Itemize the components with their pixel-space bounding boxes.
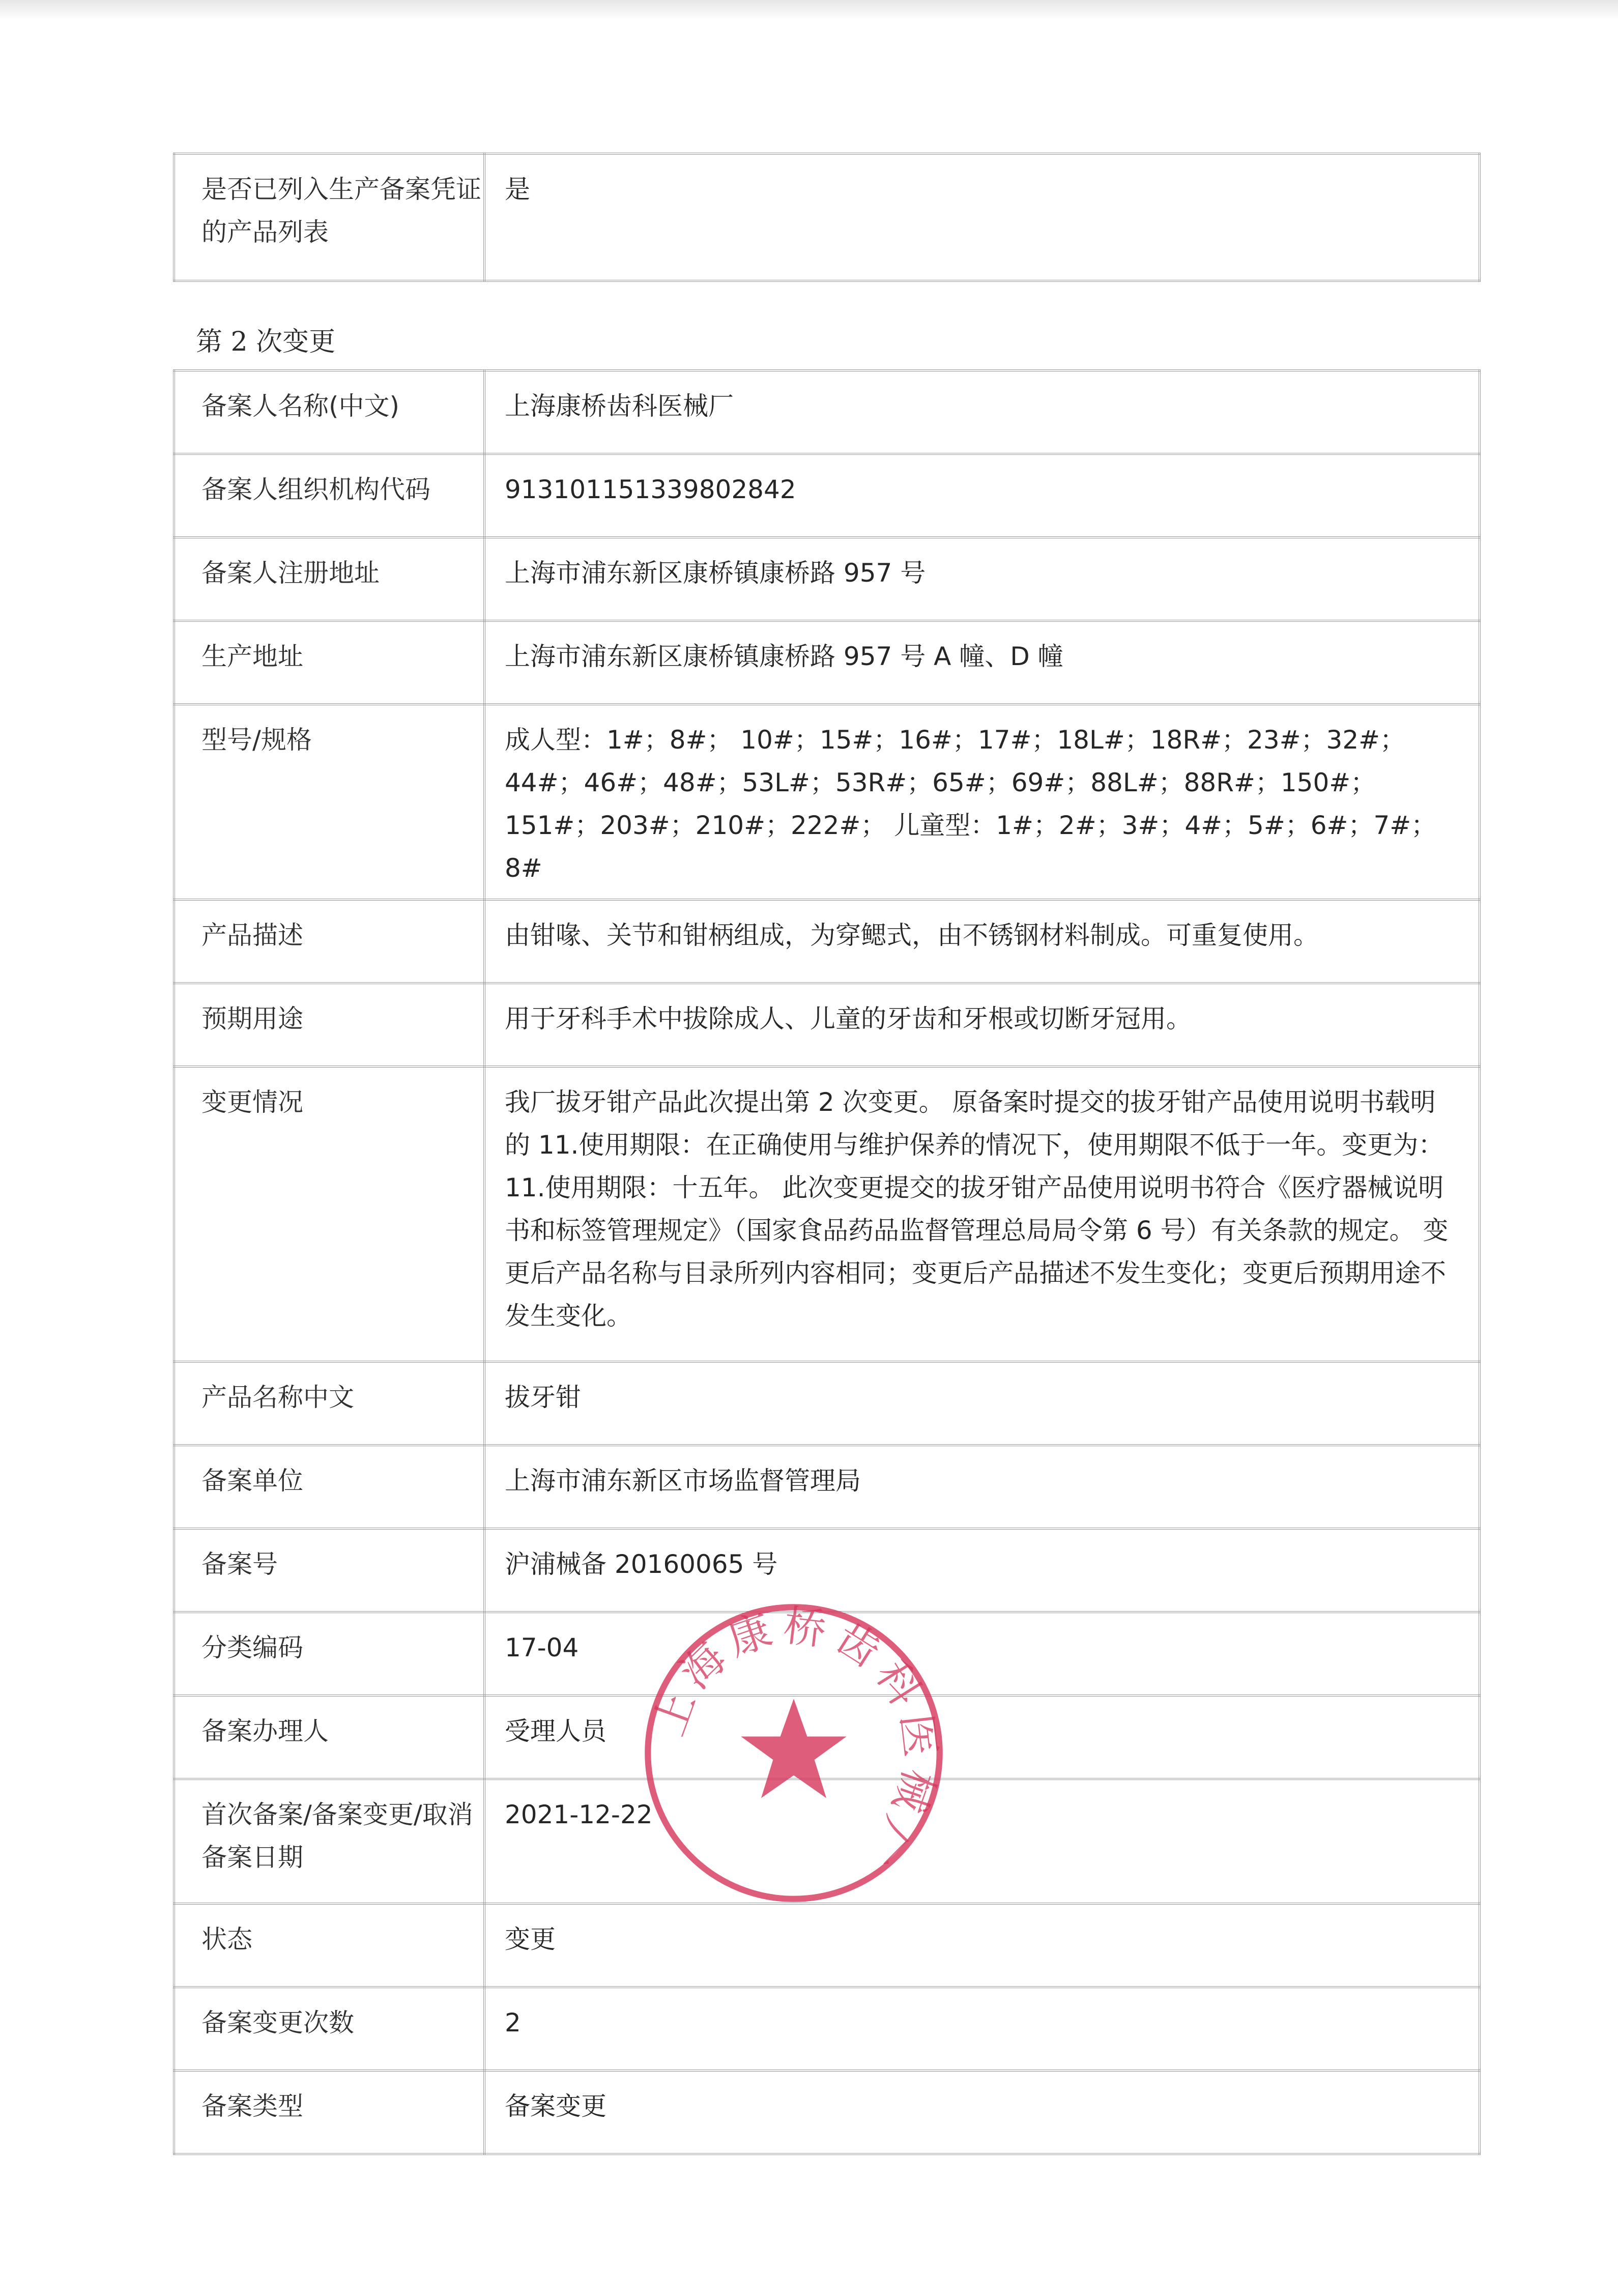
filing-record-table — [173, 369, 1481, 2155]
row-value-registered-address: 上海市浦东新区康桥镇康桥路 957 号 — [484, 537, 1480, 621]
table-row — [174, 154, 1480, 281]
row-label-status: 状态 — [174, 1904, 484, 1987]
table-row — [174, 983, 1480, 1067]
row-label-change-details: 变更情况 — [174, 1067, 484, 1362]
table-row — [174, 2071, 1480, 2154]
table-row — [174, 1987, 1480, 2071]
row-label-registered-address: 备案人注册地址 — [174, 537, 484, 621]
table-row — [174, 1779, 1480, 1904]
row-label-intended-use: 预期用途 — [174, 983, 484, 1067]
row-value-product-description: 由钳喙、关节和钳柄组成，为穿鳃式，由不锈钢材料制成。可重复使用。 — [484, 900, 1480, 983]
row-value-handler: 受理人员 — [484, 1696, 1480, 1779]
row-label-filing-number: 备案号 — [174, 1529, 484, 1612]
table-row — [174, 900, 1480, 983]
row-label-product-name-cn: 产品名称中文 — [174, 1362, 484, 1445]
row-value-org-code: 913101151339802842 — [484, 454, 1480, 537]
row-value-filing-date: 2021-12-22 — [484, 1779, 1480, 1904]
row-value-filing-unit: 上海市浦东新区市场监督管理局 — [484, 1445, 1480, 1529]
row-label-classification-code: 分类编码 — [174, 1612, 484, 1696]
row-value-production-address: 上海市浦东新区康桥镇康桥路 957 号 A 幢、D 幢 — [484, 621, 1480, 704]
row-label-in-product-list: 是否已列入生产备案凭证的产品列表 — [174, 154, 484, 281]
section-title: 第 2 次变更 — [196, 327, 336, 357]
row-value-classification-code: 17-04 — [484, 1612, 1480, 1696]
row-value-applicant-name: 上海康桥齿科医械厂 — [484, 370, 1480, 454]
scan-edge-shadow — [0, 0, 1618, 20]
table-row — [174, 370, 1480, 454]
row-value-status: 变更 — [484, 1904, 1480, 1987]
row-label-org-code: 备案人组织机构代码 — [174, 454, 484, 537]
table-row — [174, 1362, 1480, 1445]
table-row — [174, 1612, 1480, 1696]
table-row — [174, 1904, 1480, 1987]
row-value-product-name-cn: 拔牙钳 — [484, 1362, 1480, 1445]
table-row — [174, 454, 1480, 537]
row-label-production-address: 生产地址 — [174, 621, 484, 704]
table-row — [174, 1696, 1480, 1779]
table-row — [174, 704, 1480, 900]
row-value-intended-use: 用于牙科手术中拔除成人、儿童的牙齿和牙根或切断牙冠用。 — [484, 983, 1480, 1067]
row-label-handler: 备案办理人 — [174, 1696, 484, 1779]
row-value-filing-number: 沪浦械备 20160065 号 — [484, 1529, 1480, 1612]
row-label-filing-unit: 备案单位 — [174, 1445, 484, 1529]
table-row — [174, 1529, 1480, 1612]
row-value-filing-type: 备案变更 — [484, 2071, 1480, 2154]
row-label-product-description: 产品描述 — [174, 900, 484, 983]
table-row — [174, 1445, 1480, 1529]
row-label-filing-type: 备案类型 — [174, 2071, 484, 2154]
seal-text-path: 上海康桥齿科医械厂 — [644, 1600, 946, 1877]
product-list-table — [173, 153, 1481, 282]
row-label-filing-date: 首次备案/备案变更/取消备案日期 — [174, 1779, 484, 1904]
table-row — [174, 537, 1480, 621]
table-row — [174, 621, 1480, 704]
row-value-change-count: 2 — [484, 1987, 1480, 2071]
table-row — [174, 1067, 1480, 1362]
row-label-change-count: 备案变更次数 — [174, 1987, 484, 2071]
row-value-model-spec: 成人型：1#；8#； 10#；15#；16#；17#；18L#；18R#；23#；32#；44#；46#；48#；53L#；53R#；65#；69#；88L#；88R#；150#；151#；203#；210#；222#； 儿童型：1#；2#；3#；4#；5#；6#；7#；8# — [484, 704, 1480, 900]
row-value-change-details: 我厂拔牙钳产品此次提出第 2 次变更。 原备案时提交的拔牙钳产品使用说明书载明的 11.使用期限：在正确使用与维护保养的情况下，使用期限不低于一年。变更为：11.使用期限：十五年。 此次变更提交的拔牙钳产品使用说明书符合《医疗器械说明书和标签管理规定》（国家食品药品监督管理总局局令第 6 号）有关条款的规定。 变更后产品名称与目录所列内容相同；变更后产品描述不发生变化；变更后预期用途不发生变化。 — [484, 1067, 1480, 1362]
row-value-in-product-list: 是 — [484, 154, 1480, 281]
row-label-model-spec: 型号/规格 — [174, 704, 484, 900]
row-label-applicant-name: 备案人名称(中文) — [174, 370, 484, 454]
